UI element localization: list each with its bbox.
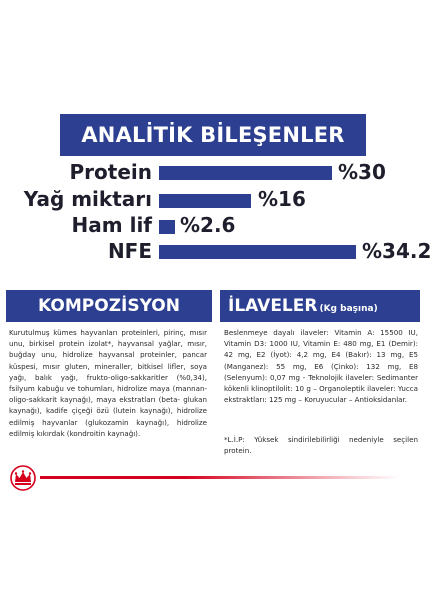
fiber-bar bbox=[159, 220, 175, 234]
nfe-bar bbox=[159, 245, 356, 259]
royal-canin-crown-icon bbox=[6, 464, 40, 492]
composition-title: KOMPOZİSYON bbox=[6, 290, 212, 322]
protein-footnote: *L.İ.P: Yüksek sindirilebilirliği nedeniyle seçilen protein. bbox=[224, 435, 418, 456]
nfe-label: NFE bbox=[107, 239, 152, 263]
brand-red-line bbox=[40, 476, 400, 479]
analytic-components-title: ANALİTİK BİLEŞENLER bbox=[60, 114, 366, 156]
fat-label: Yağ miktarı bbox=[23, 187, 152, 211]
protein-bar bbox=[159, 166, 332, 180]
protein-value: %30 bbox=[338, 160, 386, 184]
additives-title: İLAVELER bbox=[228, 296, 318, 316]
additives-header bbox=[220, 290, 420, 322]
protein-label: Protein bbox=[69, 160, 152, 184]
nfe-value: %34.2 bbox=[362, 239, 431, 263]
additives-subtitle: (Kg başına) bbox=[319, 303, 378, 314]
fiber-value: %2.6 bbox=[180, 213, 236, 237]
fat-value: %16 bbox=[258, 187, 306, 211]
additives-text: Beslenmeye dayalı ilaveler: Vitamin A: 15500 IU, Vitamin D3: 1000 IU, Vitamin E: 480 mg, E1 (Demir): 42 mg, E2 (İyot): 4,2 mg, E4 (Bakır): 13 mg, E5 (Manganez): 55 mg, E6 (Çinko): 132 mg, E8 (Selenyum): 0,07 mg - Teknolojik ilaveler: Sedimanter kökenli klinoptilolit: 10 g – Organoleptik ilaveler: Yucca ekstraktları: 125 mg – Koruyucular – Antioksidanlar. bbox=[224, 328, 418, 405]
fiber-label: Ham lif bbox=[71, 213, 152, 237]
composition-text: Kurutulmuş kümes hayvanları proteinleri, pirinç, mısır unu, birkisel protein izolat*, hayvansal yağlar, mısır, buğday unu, hidrolize hayvansal proteinler, pancar küspesi, mısır gluten, mineraller, bitkisel lifler, soya yağı, balık yağı, frukto-oligo-sakkaritler (%0,34), fsilyum kabuğu ve tohumları, hidrolize maya (mannan-oligo-sakkarit kaynağı), maya ekstratları (beta- glukan kaynağı), kadife çiçeği özü (lutein kaynağı), hidrolize edilmiş hayvanlar (glukozamin kaynağı), hidrolize edilmiş kıkırdak (kondroitin kaynağı). bbox=[9, 328, 207, 438]
fat-bar bbox=[159, 194, 251, 208]
